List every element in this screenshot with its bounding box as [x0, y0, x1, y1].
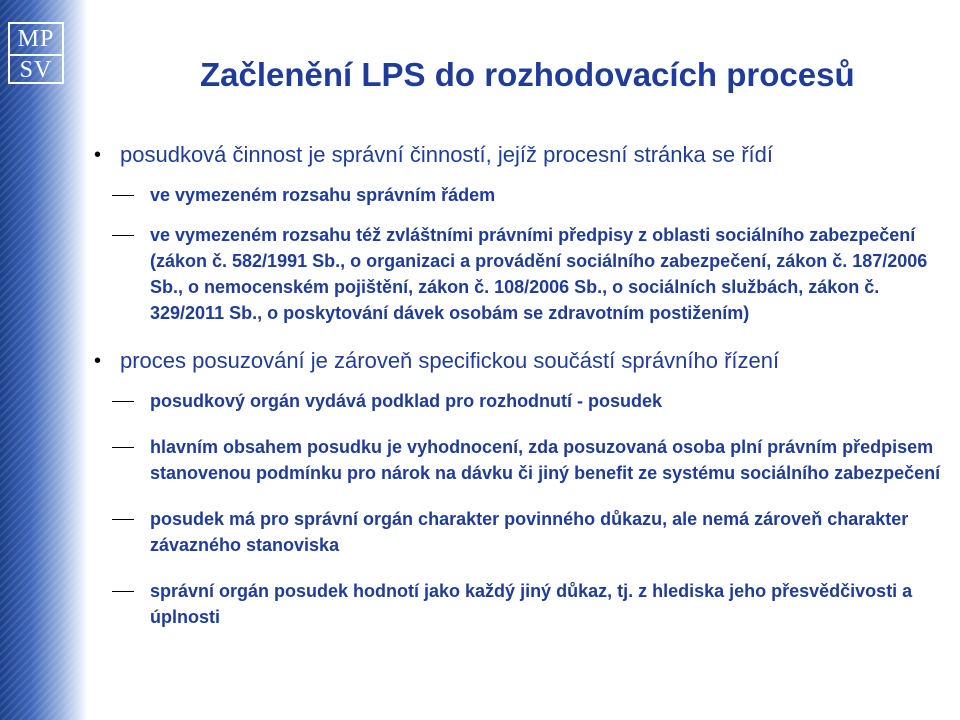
sub-bullet-text: správní orgán posudek hodnotí jako každý jiný důkaz, tj. z hlediska jeho přesvědčivosti a úplnosti	[150, 581, 913, 627]
logo-divider	[10, 54, 62, 56]
sub-bullet-text: posudek má pro správní orgán charakter povinného důkazu, ale nemá zároveň charakter závazného stanoviska	[150, 509, 909, 555]
sub-bullet-text: ve vymezeném rozsahu též zvláštními právními předpisy z oblasti sociálního zabezpečení (zákon č. 582/1991 Sb., o organizaci a provádění sociálního zabezpečení, zákon č. 187/2006 Sb., o nemocenském pojištění, zákon č. 108/2006 Sb., o sociálních službách, zákon č. 329/2011 Sb., o poskytování dávek osobám se zdravotním postižením)	[150, 225, 928, 323]
slide-title: Začlenění LPS do rozhodovacích procesů	[200, 56, 855, 93]
sub-bullet-item	[90, 434, 950, 486]
sub-bullet-text: hlavním obsahem posudku je vyhodnocení, zda posuzovaná osoba plní právním předpisem stanovenou podmínku pro nárok na dávku či jiný benefit ze systému sociálního zabezpečení	[150, 437, 941, 483]
dash-marker	[112, 447, 134, 448]
bullet-item	[90, 140, 950, 170]
bullet-text: posudková činnost je správní činností, jejíž procesní stránka se řídí	[120, 142, 773, 167]
logo-line-1: MP	[17, 26, 55, 52]
bullet-dot: •	[94, 144, 102, 166]
dash-marker	[112, 235, 134, 236]
sub-bullet-text: posudkový orgán vydává podklad pro rozhodnutí - posudek	[150, 391, 663, 411]
bullet-list	[90, 140, 950, 630]
bullet-text: proces posuzování je zároveň specifickou součástí správního řízení	[120, 348, 780, 373]
sub-bullet-item	[90, 182, 950, 208]
dash-marker	[112, 401, 134, 402]
sub-bullet-item	[90, 222, 950, 326]
bullet-item	[90, 346, 950, 376]
logo-line-2: SV	[19, 57, 53, 83]
mpsv-logo	[8, 22, 64, 84]
dash-marker	[112, 591, 134, 592]
sub-bullet-item	[90, 388, 950, 414]
bullet-dot: •	[94, 350, 102, 372]
sub-bullet-item	[90, 578, 950, 630]
dash-marker	[112, 195, 134, 196]
side-band	[0, 0, 88, 720]
sub-bullet-item	[90, 506, 950, 558]
sub-bullet-text: ve vymezeném rozsahu správním řádem	[150, 185, 496, 205]
dash-marker	[112, 519, 134, 520]
